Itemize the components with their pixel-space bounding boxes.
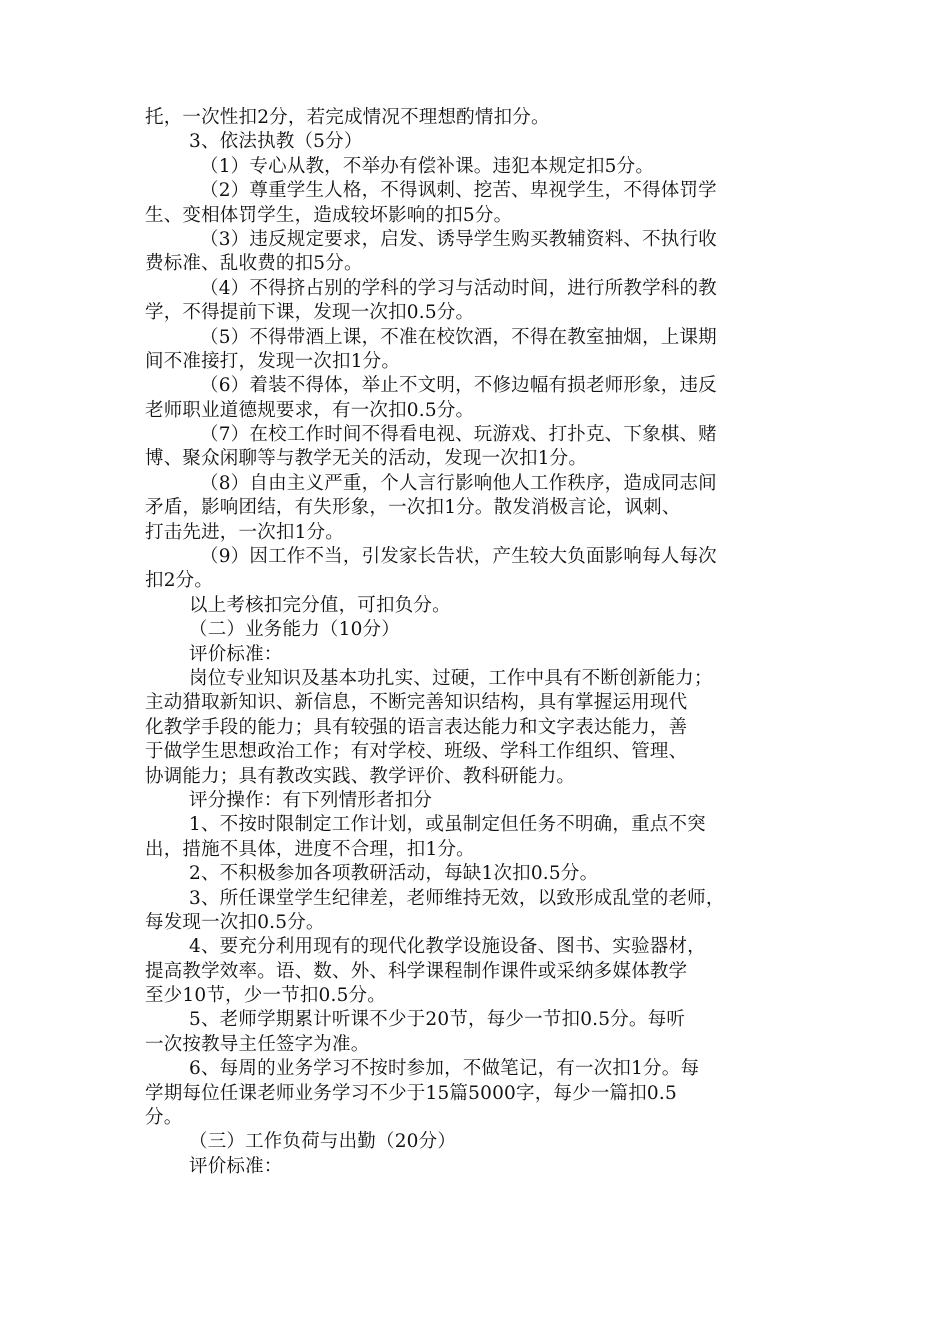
text-line: （二）业务能力（10分） xyxy=(189,619,400,641)
text-line: （3）违反规定要求，启发、诱导学生购买教辅资料、不执行收 xyxy=(200,228,717,250)
text-line: 至少10节，少一节扣0.5分。 xyxy=(145,985,386,1007)
text-line: 学期每位任课老师业务学习不少于15篇5000字，每少一篇扣0.5 xyxy=(145,1082,677,1104)
text-line: 扣2分。 xyxy=(145,570,214,592)
text-line: 6、每周的业务学习不按时参加，不做笔记，有一次扣1分。每 xyxy=(189,1058,700,1080)
text-line: 打击先进，一次扣1分。 xyxy=(145,521,344,543)
text-line: 托，一次性扣2分，若完成情况不理想酌情扣分。 xyxy=(145,107,550,128)
text-line: 评价标准： xyxy=(189,1155,283,1177)
text-line: 以上考核扣完分值，可扣负分。 xyxy=(189,594,451,616)
text-line: 主动猎取新知识、新信息，不断完善知识结构，具有掌握运用现代 xyxy=(145,692,688,714)
text-line: 老师职业道德规要求，有一次扣0.5分。 xyxy=(145,399,475,421)
text-line: 矛盾，影响团结，有失形象，一次扣1分。散发消极言论，讽刺、 xyxy=(145,497,681,519)
text-line: 1、不按时限制定工作计划，或虽制定但任务不明确，重点不突 xyxy=(189,814,706,836)
text-line: （1）专心从教，不举办有偿补课。违犯本规定扣5分。 xyxy=(200,155,655,177)
text-line: 生、变相体罚学生，造成较坏影响的扣5分。 xyxy=(145,204,513,226)
text-line: （9）因工作不当，引发家长告状，产生较大负面影响每人每次 xyxy=(200,546,717,568)
text-line: 5、老师学期累计听课不少于20节，每少一节扣0.5分。每听 xyxy=(189,1009,686,1031)
text-line: （4）不得挤占别的学科的学习与活动时间，进行所教学科的教 xyxy=(200,277,717,299)
text-line: 每发现一次扣0.5分。 xyxy=(145,911,325,933)
text-line: 出，措施不具体，进度不合理，扣1分。 xyxy=(145,838,475,860)
document-body xyxy=(145,106,805,1179)
text-line: 学，不得提前下课，发现一次扣0.5分。 xyxy=(145,302,475,324)
text-line: 4、要充分利用现有的现代化教学设施设备、图书、实验器材， xyxy=(189,936,706,958)
text-line: 评分操作：有下列情形者扣分 xyxy=(189,789,433,811)
text-line: 评价标准： xyxy=(189,643,283,665)
text-line: 3、依法执教（5分） xyxy=(189,131,363,153)
text-line: 博、聚众闲聊等与教学无关的活动，发现一次扣1分。 xyxy=(145,448,588,470)
text-line: （5）不得带酒上课，不准在校饮酒，不得在教室抽烟，上课期 xyxy=(200,326,717,348)
text-line: （7）在校工作时间不得看电视、玩游戏、打扑克、下象棋、赌 xyxy=(200,424,717,446)
text-line: 2、不积极参加各项教研活动，每缺1次扣0.5分。 xyxy=(189,863,599,885)
text-line: 提高教学效率。语、数、外、科学课程制作课件或采纳多媒体教学 xyxy=(145,960,688,982)
text-line: 费标准、乱收费的扣5分。 xyxy=(145,253,363,275)
text-line: 分。 xyxy=(145,1107,183,1129)
text-line: 一次按教导主任签字为准。 xyxy=(145,1033,370,1055)
text-line: 间不准接打，发现一次扣1分。 xyxy=(145,350,401,372)
text-line: 岗位专业知识及基本功扎实、过硬，工作中具有不断创新能力； xyxy=(189,667,713,689)
text-line: （8）自由主义严重，个人言行影响他人工作秩序，造成同志间 xyxy=(200,472,717,494)
text-line: （三）工作负荷与出勤（20分） xyxy=(189,1131,457,1153)
text-line: 协调能力；具有教改实践、教学评价、教科研能力。 xyxy=(145,765,576,787)
text-line: 化教学手段的能力；具有较强的语言表达能力和文字表达能力，善 xyxy=(145,716,688,738)
text-line: （2）尊重学生人格，不得讽刺、挖苦、卑视学生，不得体罚学 xyxy=(200,180,717,202)
text-line: 3、所任课堂学生纪律差，老师维持无效，以致形成乱堂的老师， xyxy=(189,887,725,909)
text-line: （6）着装不得体，举止不文明，不修边幅有损老师形象，违反 xyxy=(200,375,717,397)
text-line: 于做学生思想政治工作；有对学校、班级、学科工作组织、管理、 xyxy=(145,741,688,763)
